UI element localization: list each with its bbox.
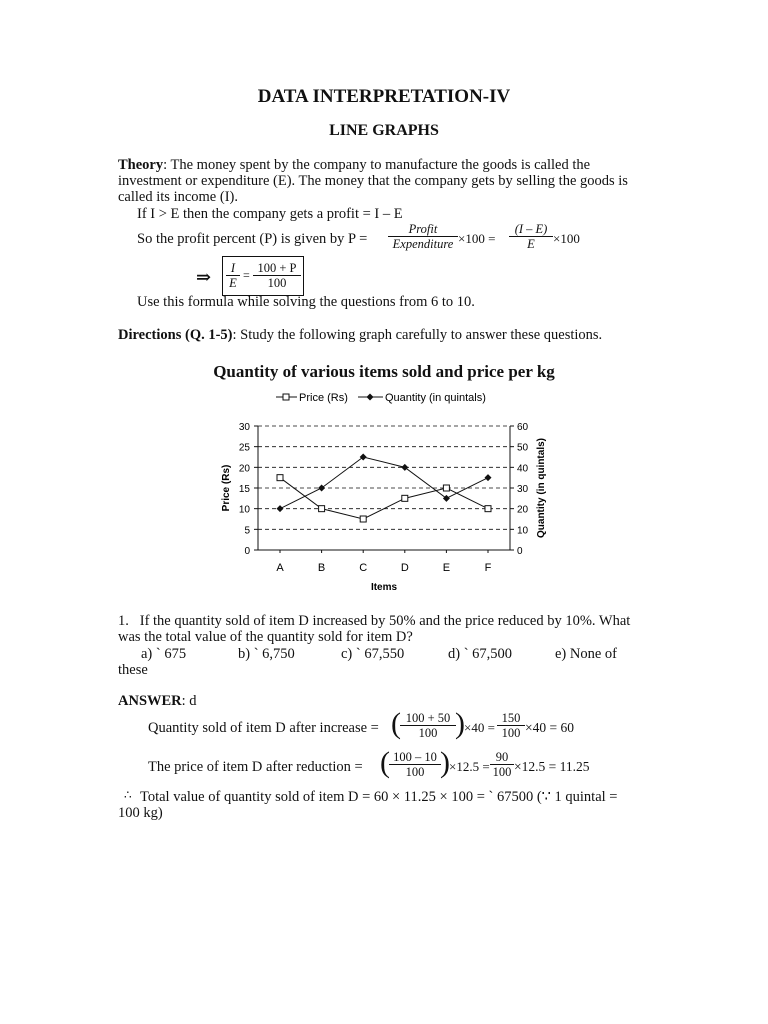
fraction-denominator: 100 bbox=[492, 765, 512, 779]
x-tick-label: A bbox=[276, 562, 284, 574]
series-line bbox=[280, 478, 488, 519]
price-result: ×12.5 = 11.25 bbox=[514, 759, 590, 774]
fraction-numerator: 150 bbox=[497, 711, 525, 726]
left-tick-label: 15 bbox=[238, 484, 250, 495]
question-number: 1. bbox=[118, 613, 129, 629]
quantity-data-point bbox=[485, 474, 492, 481]
question-text: If the quantity sold of item D increased by 50% and the price reduced by 10%. What was the total value of the quantity sold for item D? bbox=[118, 613, 631, 645]
quantity-data-point bbox=[360, 454, 367, 461]
theory-text: : The money spent by the company to manufacture the goods is called the investment or expenditure (E). The money that the company gets by selling the goods is called its income (I). bbox=[118, 157, 628, 205]
fraction-numerator: 90 bbox=[490, 750, 514, 765]
left-tick-label: 5 bbox=[244, 525, 250, 537]
times-100: ×100 bbox=[553, 231, 580, 246]
option-b: b) ` 6,750 bbox=[238, 646, 295, 662]
theory-paragraph bbox=[118, 157, 653, 205]
i-over-e bbox=[226, 261, 240, 290]
fraction-denominator: E bbox=[229, 276, 237, 290]
use-formula-note: Use this formula while solving the questions from 6 to 10. bbox=[137, 294, 475, 310]
close-paren: ) bbox=[440, 746, 450, 779]
right-tick-label: 30 bbox=[517, 484, 529, 495]
fraction-numerator: 100 – 10 bbox=[389, 750, 441, 765]
question-1 bbox=[118, 613, 638, 645]
left-tick-label: 10 bbox=[238, 504, 250, 516]
left-tick-label: 20 bbox=[238, 463, 250, 475]
fraction-denominator: 100 bbox=[405, 765, 425, 779]
left-axis-label: Price (Rs) bbox=[221, 464, 232, 512]
total-value-line-continued: 100 kg) bbox=[118, 805, 163, 821]
left-tick-label: 30 bbox=[238, 422, 250, 433]
answer-line bbox=[118, 693, 197, 710]
profit-percent-intro: So the profit percent (P) is given by P = bbox=[137, 231, 368, 247]
price-data-point bbox=[319, 506, 325, 512]
fraction-numerator: Profit bbox=[388, 222, 458, 237]
x-tick-label: B bbox=[317, 562, 326, 574]
page-title: DATA INTERPRETATION-IV bbox=[257, 86, 511, 107]
line-chart bbox=[0, 380, 768, 600]
x-tick-label: D bbox=[400, 562, 409, 574]
right-tick-label: 40 bbox=[517, 463, 529, 475]
chart-title: Quantity of various items sold and price per kg bbox=[213, 362, 555, 381]
x-tick-label: C bbox=[359, 562, 368, 574]
price-reduction-text: The price of item D after reduction = bbox=[148, 759, 363, 775]
x-tick-label: F bbox=[484, 562, 492, 574]
axis-ticks bbox=[239, 422, 529, 574]
option-e-continued: these bbox=[118, 662, 148, 678]
price-data-point bbox=[485, 506, 491, 512]
directions-paragraph bbox=[118, 327, 678, 343]
legend-price-marker bbox=[283, 394, 289, 400]
answer-label: ANSWER bbox=[118, 693, 182, 709]
price-reduction-fraction bbox=[389, 750, 441, 779]
grid-lines bbox=[258, 426, 510, 529]
quantity-data-point bbox=[318, 485, 325, 492]
quantity-increase-text: Quantity sold of item D after increase = bbox=[148, 720, 379, 736]
right-axis-label: Quantity (in quintals) bbox=[536, 438, 547, 538]
left-tick-label: 25 bbox=[238, 442, 250, 454]
fraction-numerator: 100 + 50 bbox=[400, 711, 456, 726]
quantity-result: ×40 = 60 bbox=[525, 720, 574, 735]
ninety-over-hundred bbox=[490, 750, 514, 779]
formula-box bbox=[222, 256, 304, 296]
profit-over-expenditure bbox=[388, 222, 458, 251]
price-data-point bbox=[443, 485, 449, 491]
legend-quantity-marker bbox=[367, 394, 374, 401]
income-minus-expenditure-over-e bbox=[509, 222, 553, 251]
right-tick-label: 50 bbox=[517, 442, 529, 454]
quantity-data-point bbox=[401, 464, 408, 471]
x-tick-label: E bbox=[442, 562, 451, 574]
quantity-data-point bbox=[277, 505, 284, 512]
fraction-denominator: 100 bbox=[267, 276, 287, 290]
fraction-denominator: Expenditure bbox=[392, 237, 454, 251]
one-fifty-over-hundred bbox=[497, 711, 525, 740]
right-tick-label: 20 bbox=[517, 504, 529, 516]
option-e: e) None of bbox=[555, 646, 618, 662]
right-tick-label: 0 bbox=[517, 546, 523, 557]
price-data-point bbox=[277, 475, 283, 481]
fraction-numerator: 100 + P bbox=[253, 261, 301, 276]
chart-legend bbox=[276, 392, 486, 404]
right-tick-label: 10 bbox=[517, 525, 529, 537]
x-axis-label: Items bbox=[370, 582, 398, 593]
quantity-data-point bbox=[443, 495, 450, 502]
open-paren: ( bbox=[391, 707, 401, 740]
legend-price-label: Price (Rs) bbox=[299, 392, 348, 404]
section-subtitle: LINE GRAPHS bbox=[329, 122, 439, 139]
fraction-numerator: (I – E) bbox=[509, 222, 553, 237]
therefore-icon: ∴ bbox=[124, 788, 132, 802]
equals-sign: = bbox=[243, 268, 250, 282]
option-d: d) ` 67,500 bbox=[448, 646, 513, 662]
hundred-plus-p-over-hundred bbox=[253, 261, 301, 290]
directions-text: : Study the following graph carefully to answer these questions. bbox=[232, 327, 603, 343]
fraction-denominator: 100 bbox=[418, 726, 438, 740]
close-paren: ) bbox=[455, 707, 465, 740]
option-c: c) ` 67,550 bbox=[341, 646, 405, 662]
times-100-equals: ×100 = bbox=[458, 231, 496, 246]
open-paren: ( bbox=[380, 746, 390, 779]
legend-quantity-label: Quantity (in quintals) bbox=[385, 392, 486, 404]
fraction-numerator: I bbox=[226, 261, 240, 276]
answer-value: : d bbox=[181, 693, 197, 709]
times-40-equals: ×40 = bbox=[464, 720, 495, 735]
quantity-increase-fraction bbox=[400, 711, 456, 740]
directions-label: Directions (Q. 1-5) bbox=[118, 327, 233, 343]
price-data-point bbox=[402, 495, 408, 501]
theory-label: Theory bbox=[118, 157, 164, 173]
profit-rule: If I > E then the company gets a profit = I – E bbox=[137, 206, 403, 222]
times-12-5-equals: ×12.5 = bbox=[449, 759, 490, 774]
total-value-line: Total value of quantity sold of item D = 60 × 11.25 × 100 = ` 67500 (∵ 1 quintal = bbox=[140, 789, 618, 805]
right-tick-label: 60 bbox=[517, 422, 529, 433]
fraction-denominator: 100 bbox=[501, 726, 521, 740]
left-tick-label: 0 bbox=[244, 546, 250, 557]
fraction-denominator: E bbox=[527, 237, 535, 251]
price-data-point bbox=[360, 516, 366, 522]
implies-arrow-icon: ⇒ bbox=[196, 267, 212, 287]
option-a: a) ` 675 bbox=[141, 646, 187, 662]
